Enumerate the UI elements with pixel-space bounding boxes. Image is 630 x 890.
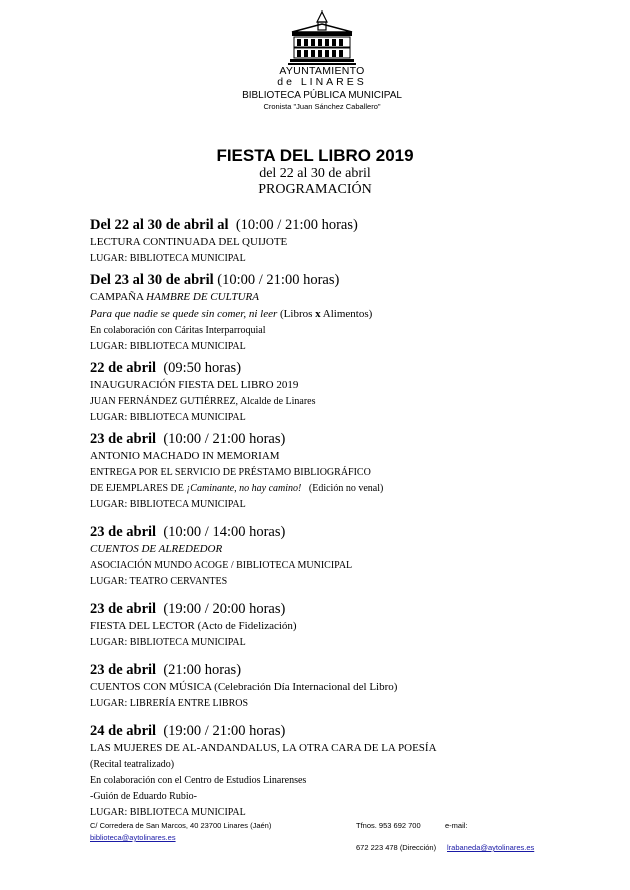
footer-email-link[interactable]: [447, 843, 534, 852]
event-detail: [90, 481, 560, 497]
event-detail: (Recital teatralizado): [90, 759, 175, 770]
event-title: CUENTOS CON MÚSICA (Celebración Día Internacional del Libro): [90, 681, 398, 693]
event-item: [90, 359, 560, 426]
library-subtitle: Cronista "Juan Sánchez Caballero": [263, 102, 381, 111]
event-place: LUGAR: BIBLIOTECA MUNICIPAL: [90, 341, 246, 352]
event-when: [90, 661, 560, 679]
event-motto-italic: Para que nadie se quede sin comer, ni leer: [90, 308, 278, 320]
event-date: 23 de abril: [90, 524, 157, 540]
event-item: [90, 523, 560, 590]
event-place: LUGAR: LIBRERÍA ENTRE LIBROS: [90, 698, 249, 709]
event-item: [90, 271, 560, 355]
phone2-note: (Dirección): [399, 843, 437, 852]
phone2-number: 672 223 478: [356, 843, 398, 852]
town-hall-building-icon: [287, 10, 357, 66]
footer-phone: Tfnos. 953 692 700: [356, 821, 421, 830]
event-time: (10:00 / 21:00 horas): [235, 217, 358, 233]
event-motto: [90, 306, 560, 323]
footer-address: C/ Corredera de San Marcos, 40 23700 Linares (Jaén): [90, 821, 272, 830]
programacion-heading: PROGRAMACIÓN: [258, 182, 372, 197]
event-date: 23 de abril: [90, 431, 157, 447]
event-title: INAUGURACIÓN FIESTA DEL LIBRO 2019: [90, 379, 299, 391]
event-when: [90, 430, 560, 448]
event-date: Del 22 al 30 de abril al: [90, 217, 229, 233]
event-detail: JUAN FERNÁNDEZ GUTIÉRREZ, Alcalde de Linares: [90, 396, 316, 407]
library-name: BIBLIOTECA PÚBLICA MUNICIPAL: [242, 90, 402, 101]
event-time: (19:00 / 20:00 horas): [163, 601, 286, 617]
program-list: [90, 216, 560, 825]
event-item: [90, 600, 560, 651]
event-time: (21:00 horas): [163, 662, 242, 678]
event-item: [90, 216, 560, 267]
event-title: ANTONIO MACHADO IN MEMORIAM: [90, 450, 280, 462]
event-title-prefix: CAMPAÑA: [90, 291, 147, 303]
event-title-italic: CUENTOS DE ALREDEDOR: [90, 543, 223, 555]
event-title: FIESTA DEL LECTOR (Acto de Fidelización): [90, 620, 297, 632]
event-motto-bold: x: [315, 308, 321, 320]
event-title: [90, 541, 560, 558]
event-place: LUGAR: TEATRO CERVANTES: [90, 576, 228, 587]
event-detail: En colaboración con el Centro de Estudios Linarenses: [90, 775, 307, 786]
event-title: [90, 289, 560, 306]
org-name: AYUNTAMIENTO: [279, 65, 365, 77]
event-place: LUGAR: BIBLIOTECA MUNICIPAL: [90, 807, 246, 818]
email-link-biblioteca[interactable]: biblioteca@aytolinares.es: [90, 833, 176, 842]
email-link-lrabaneda[interactable]: lrabaneda@aytolinares.es: [447, 843, 535, 852]
event-time: (10:00 / 21:00 horas): [163, 431, 286, 447]
event-place: LUGAR: BIBLIOTECA MUNICIPAL: [90, 499, 246, 510]
event-detail: ENTREGA POR EL SERVICIO DE PRÉSTAMO BIBLIOGRÁFICO: [90, 467, 371, 478]
event-time: (10:00 / 21:00 horas): [217, 272, 340, 288]
org-city: de LINARES: [277, 76, 367, 88]
event-title-italic: HAMBRE DE CULTURA: [146, 291, 259, 303]
footer-email-link[interactable]: [90, 833, 176, 842]
event-detail-suffix: (Edición no venal): [301, 483, 384, 494]
event-when: [90, 523, 560, 541]
event-date: 24 de abril: [90, 723, 157, 739]
event-motto-text: Alimentos): [320, 308, 373, 320]
event-place: LUGAR: BIBLIOTECA MUNICIPAL: [90, 253, 246, 264]
event-item: [90, 722, 560, 821]
date-range: del 22 al 30 de abril: [259, 166, 371, 181]
event-title: LECTURA CONTINUADA DEL QUIJOTE: [90, 236, 288, 248]
event-when: [90, 359, 560, 377]
event-date: 22 de abril: [90, 360, 157, 376]
event-detail-italic: ¡Caminante, no hay camino!: [186, 483, 302, 494]
event-detail: -Guión de Eduardo Rubio-: [90, 791, 197, 802]
event-date: 23 de abril: [90, 601, 157, 617]
event-time: (09:50 horas): [163, 360, 242, 376]
event-place: LUGAR: BIBLIOTECA MUNICIPAL: [90, 412, 246, 423]
event-when: [90, 722, 560, 740]
event-collab: En colaboración con Cáritas Interparroquial: [90, 325, 266, 336]
event-date: 23 de abril: [90, 662, 157, 678]
event-time: (19:00 / 21:00 horas): [163, 723, 286, 739]
event-motto-text: (Libros: [277, 308, 316, 320]
event-place: LUGAR: BIBLIOTECA MUNICIPAL: [90, 637, 246, 648]
library-logo: [242, 10, 402, 130]
footer-phone2: [356, 843, 436, 852]
event-title: LAS MUJERES DE AL-ANDANDALUS, LA OTRA CARA DE LA POESÍA: [90, 742, 437, 754]
event-detail: ASOCIACIÓN MUNDO ACOGE / BIBLIOTECA MUNICIPAL: [90, 560, 353, 571]
event-date: Del 23 al 30 de abril: [90, 272, 214, 288]
event-when: [90, 216, 560, 234]
event-time: (10:00 / 14:00 horas): [163, 524, 286, 540]
event-detail-prefix: DE EJEMPLARES DE: [90, 483, 187, 494]
event-item: [90, 661, 560, 712]
event-when: [90, 600, 560, 618]
event-when: [90, 271, 560, 289]
event-item: [90, 430, 560, 513]
page-title: FIESTA DEL LIBRO 2019: [216, 146, 414, 165]
footer-email-label: e-mail:: [445, 821, 468, 830]
